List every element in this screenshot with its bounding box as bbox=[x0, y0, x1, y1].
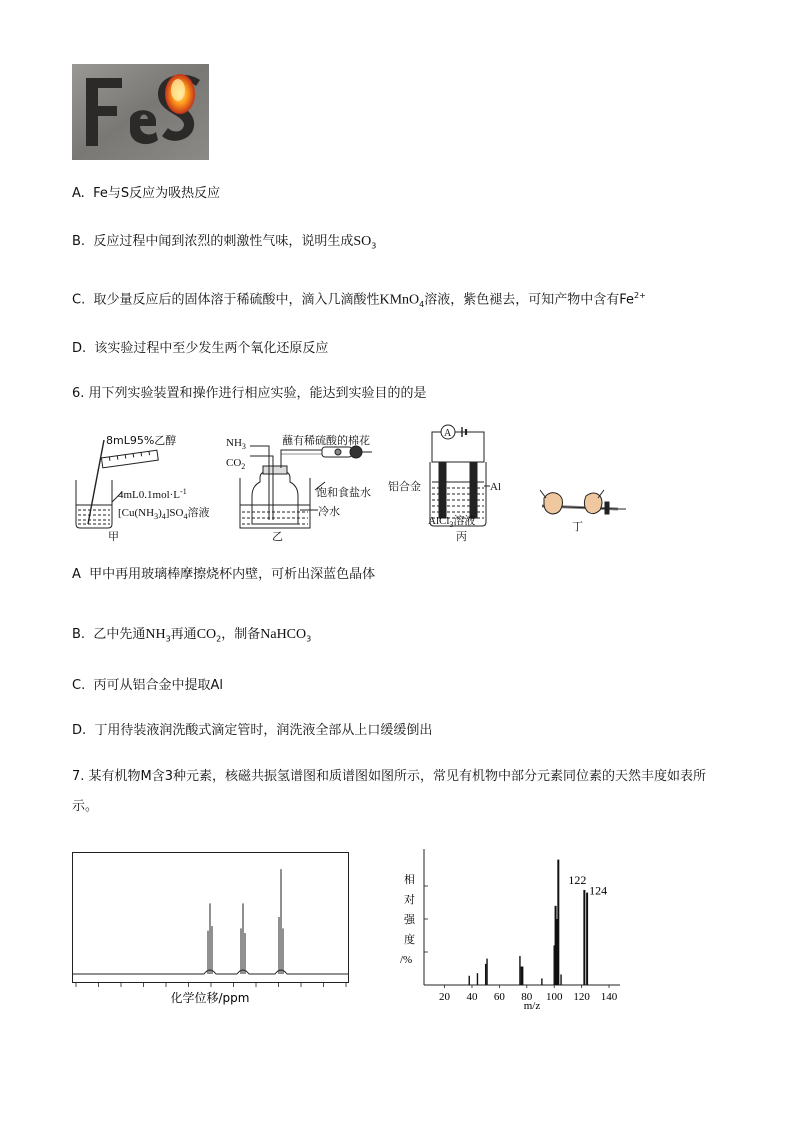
option-label: D. bbox=[72, 341, 87, 356]
ms-ylabel-char-4: 度 bbox=[404, 934, 415, 946]
ms-x-tick-label: 40 bbox=[466, 991, 478, 1003]
ms-x-tick-label: 140 bbox=[600, 991, 618, 1003]
yi-label-water: 冷水 bbox=[318, 505, 340, 518]
ms-bar bbox=[522, 967, 523, 985]
ms-bar bbox=[485, 964, 486, 985]
ms-bar bbox=[477, 973, 478, 985]
bing-left-electrode bbox=[439, 462, 446, 518]
ding-burette-with-hands bbox=[540, 490, 626, 514]
formula-subscript: 4 bbox=[419, 299, 425, 309]
ms-bar bbox=[541, 978, 542, 985]
formula: NH bbox=[145, 627, 166, 642]
ms-x-tick-label: 20 bbox=[439, 991, 451, 1003]
jia-beaker bbox=[76, 480, 112, 528]
option-text: 丙可从铝合金中提取Al bbox=[93, 678, 223, 693]
ms-bar bbox=[486, 959, 487, 985]
fes-photo-svg bbox=[72, 64, 209, 160]
ms-x-tick-label: 100 bbox=[545, 991, 563, 1003]
jia-glass-rod bbox=[88, 440, 104, 524]
formula: NaHCO bbox=[260, 627, 307, 642]
ding-caption: 丁 bbox=[572, 520, 583, 533]
jia-cylinder bbox=[101, 450, 158, 468]
option-text: Fe与S反应为吸热反应 bbox=[93, 186, 221, 201]
mass-spectrum-chart bbox=[392, 845, 632, 1015]
option-text: 该实验过程中至少发生两个氧化还原反应 bbox=[94, 341, 329, 356]
formula-subscript: 3 bbox=[306, 634, 312, 644]
q6-option-b bbox=[72, 626, 311, 649]
bing-label-alloy: 铝合金 bbox=[388, 480, 421, 493]
option-text: 取少量反应后的固体溶于稀硫酸中，滴入几滴酸性 bbox=[93, 292, 380, 308]
jia-label-solution: $[Cu(NH_3)_4]SO_4$溶液 bbox=[118, 506, 210, 521]
ms-bar bbox=[521, 967, 522, 985]
ms-x-tick-label: 120 bbox=[573, 991, 590, 1003]
bing-right-electrode bbox=[470, 462, 477, 518]
nmr-x-axis-label: 化学位移/ppm bbox=[170, 991, 250, 1005]
option-label: B. bbox=[72, 627, 86, 642]
q6-title: 6. 用下列实验装置和操作进行相应实验，能达到实验目的的是 bbox=[72, 386, 427, 401]
ms-bar bbox=[583, 890, 585, 985]
bing-caption: 丙 bbox=[456, 530, 467, 543]
option-label: D. bbox=[72, 723, 87, 738]
yi-water-bath bbox=[240, 478, 310, 528]
option-label: A. bbox=[72, 186, 85, 201]
q5-option-d bbox=[72, 340, 328, 358]
bing-label-al: Al bbox=[490, 481, 501, 493]
ms-y-axis-label bbox=[400, 872, 416, 966]
ms-x-axis-label: m/z bbox=[523, 1000, 541, 1012]
ms-bar bbox=[586, 893, 588, 985]
apparatus-figure bbox=[60, 420, 640, 545]
yi-label-brine: 饱和食盐水 bbox=[316, 486, 371, 499]
ms-x-tick-label: 60 bbox=[493, 991, 505, 1003]
ms-peak-label: 124 bbox=[589, 883, 608, 898]
formula-subscript: 3 bbox=[165, 634, 171, 644]
ms-bar bbox=[560, 974, 561, 985]
yi-label-co2: $CO_2$ bbox=[226, 457, 246, 471]
jia-label-volume: $4mL0.1mol\cdot L^{-1}$ bbox=[118, 487, 187, 501]
q5-option-c bbox=[72, 287, 646, 314]
option-label: C. bbox=[72, 292, 86, 308]
nmr-spectrum-chart bbox=[72, 852, 350, 1012]
ms-bar bbox=[519, 956, 520, 985]
ms-ylabel-char-2: 对 bbox=[404, 894, 415, 906]
q7-stem: 7. 某有机物M含3种元素，核磁共振氢谱图和质谱图如图所示，常见有机物中部分元素同位素的天然丰度如表所示。 bbox=[72, 769, 707, 814]
bing-circuit bbox=[432, 432, 484, 462]
bing-meter-label: A bbox=[444, 428, 452, 439]
formula-superscript: 2+ bbox=[634, 291, 646, 300]
photo-logo-text: FeS bbox=[72, 64, 74, 65]
ms-bar bbox=[469, 976, 470, 985]
option-text: 甲中再用玻璃棒摩擦烧杯内壁，可析出深蓝色晶体 bbox=[89, 567, 376, 582]
q6-option-c bbox=[72, 677, 223, 695]
fes-reaction-photo bbox=[72, 64, 209, 160]
formula: KMnO bbox=[379, 292, 420, 308]
option-text: 反应过程中闻到浓烈的刺激性气味，说明生成 bbox=[93, 234, 354, 249]
q5-option-b bbox=[72, 233, 376, 256]
option-label: B. bbox=[72, 234, 86, 249]
option-text: 再通 bbox=[170, 627, 197, 642]
option-text: 溶液，紫色褪去，可知产物中含有Fe bbox=[424, 292, 635, 308]
yi-label-cotton: 蘸有稀硫酸的棉花 bbox=[282, 434, 370, 447]
option-text: 丁用待装液润洗酸式滴定管时，润洗液全部从上口缓缓倒出 bbox=[94, 723, 433, 738]
ms-ylabel-char-1: 相 bbox=[404, 874, 415, 886]
yi-caption: 乙 bbox=[272, 530, 283, 543]
ms-x-tick-label: 80 bbox=[521, 991, 533, 1003]
q5-option-a bbox=[72, 185, 220, 203]
formula-subscript: 3 bbox=[371, 241, 377, 251]
option-label: C. bbox=[72, 678, 86, 693]
yi-label-nh3: $NH_3$ bbox=[226, 437, 246, 451]
q6-option-d bbox=[72, 722, 432, 740]
ms-peak-label: 122 bbox=[568, 872, 587, 887]
option-text: 乙中先通 bbox=[93, 627, 146, 642]
formula: CO bbox=[196, 627, 217, 642]
formula: SO bbox=[353, 234, 372, 249]
ms-ylabel-char-3: 强 bbox=[404, 914, 415, 926]
yi-flask bbox=[252, 472, 298, 524]
option-label: A bbox=[72, 567, 81, 582]
jia-caption: 甲 bbox=[108, 530, 119, 543]
q6-option-a bbox=[72, 566, 375, 584]
ms-ylabel-char-5: /% bbox=[400, 954, 413, 966]
ms-bar bbox=[557, 860, 559, 985]
bing-electrolyte-label: AlCl$_3$溶液 bbox=[428, 514, 476, 530]
jia-label-ethanol: 8mL95%乙醇 bbox=[106, 434, 177, 447]
formula-subscript: 2 bbox=[216, 634, 222, 644]
option-text: ，制备 bbox=[221, 627, 261, 642]
